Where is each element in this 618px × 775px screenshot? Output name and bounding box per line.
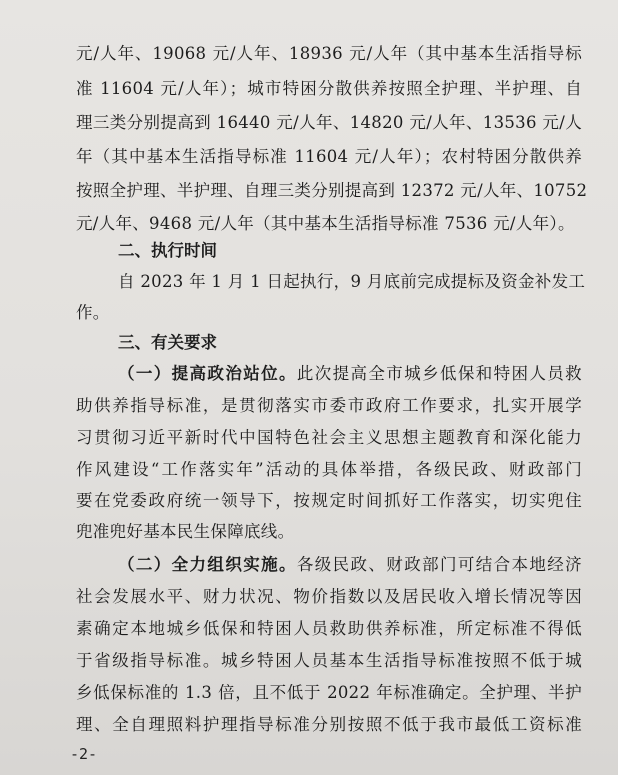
paragraph-line: 兜准兜好基本民生保障底线。 bbox=[76, 522, 295, 541]
paragraph-line: 自 2023 年 1 月 1 日起执行，9 月底前完成提标及资金补发工 bbox=[118, 272, 586, 291]
paragraph-line: 准 11604 元/人年）；城市特困分散供养按照全护理、半护理、自 bbox=[76, 79, 582, 98]
paragraph-line: 社会发展水平、财力状况、物价指数以及居民收入增长情况等因 bbox=[76, 587, 582, 606]
paragraph-line: 年（其中基本生活指导标准 11604 元/人年）；农村特困分散供养 bbox=[76, 147, 582, 166]
paragraph-line: 元/人年、19068 元/人年、18936 元/人年（其中基本生活指导标 bbox=[76, 44, 582, 63]
paragraph-text: 各级民政、财政部门可结合本地经济 bbox=[296, 555, 582, 574]
paragraph-line: 助供养指导标准，是贯彻落实市委市政府工作要求，扎实开展学 bbox=[76, 396, 582, 415]
paragraph-line: 理三类分别提高到 16440 元/人年、14820 元/人年、13536 元/人 bbox=[76, 113, 582, 132]
section-heading-requirements: 三、有关要求 bbox=[118, 333, 217, 352]
paragraph-line: 作风建设“工作落实年”活动的具体举措，各级民政、财政部门 bbox=[76, 460, 582, 479]
paragraph-line: 习贯彻习近平新时代中国特色社会主义思想主题教育和深化能力 bbox=[76, 428, 582, 447]
subheading-raise-political-stance: （一）提高政治站位。 bbox=[118, 364, 297, 383]
paragraph-line: 作。 bbox=[76, 303, 110, 322]
paragraph-line: 元/人年、9468 元/人年（其中基本生活指导标准 7536 元/人年）。 bbox=[76, 214, 575, 233]
paragraph-line: 素确定本地城乡低保和特困人员救助供养标准，所定标准不得低 bbox=[76, 619, 582, 638]
paragraph-text: 此次提高全市城乡低保和特困人员救 bbox=[296, 364, 582, 383]
page-number: -2- bbox=[70, 745, 98, 763]
paragraph-line: 乡低保标准的 1.3 倍，且不低于 2022 年标准确定。全护理、半护 bbox=[76, 683, 582, 702]
section-heading-execution-time: 二、执行时间 bbox=[118, 241, 217, 260]
paragraph-line bbox=[118, 363, 582, 385]
paragraph-line bbox=[118, 554, 582, 576]
subheading-full-implementation: （二）全力组织实施。 bbox=[118, 555, 297, 574]
paragraph-line: 要在党委政府统一领导下，按规定时间抓好工作落实，切实兜住 bbox=[76, 491, 582, 510]
paragraph-line: 理、全自理照料护理指导标准分别按照不低于我市最低工资标准 bbox=[76, 715, 582, 734]
paragraph-line: 按照全护理、半护理、自理三类分别提高到 12372 元/人年、10752 bbox=[76, 181, 588, 200]
paragraph-line: 于省级指导标准。城乡特困人员基本生活指导标准按照不低于城 bbox=[76, 651, 582, 670]
